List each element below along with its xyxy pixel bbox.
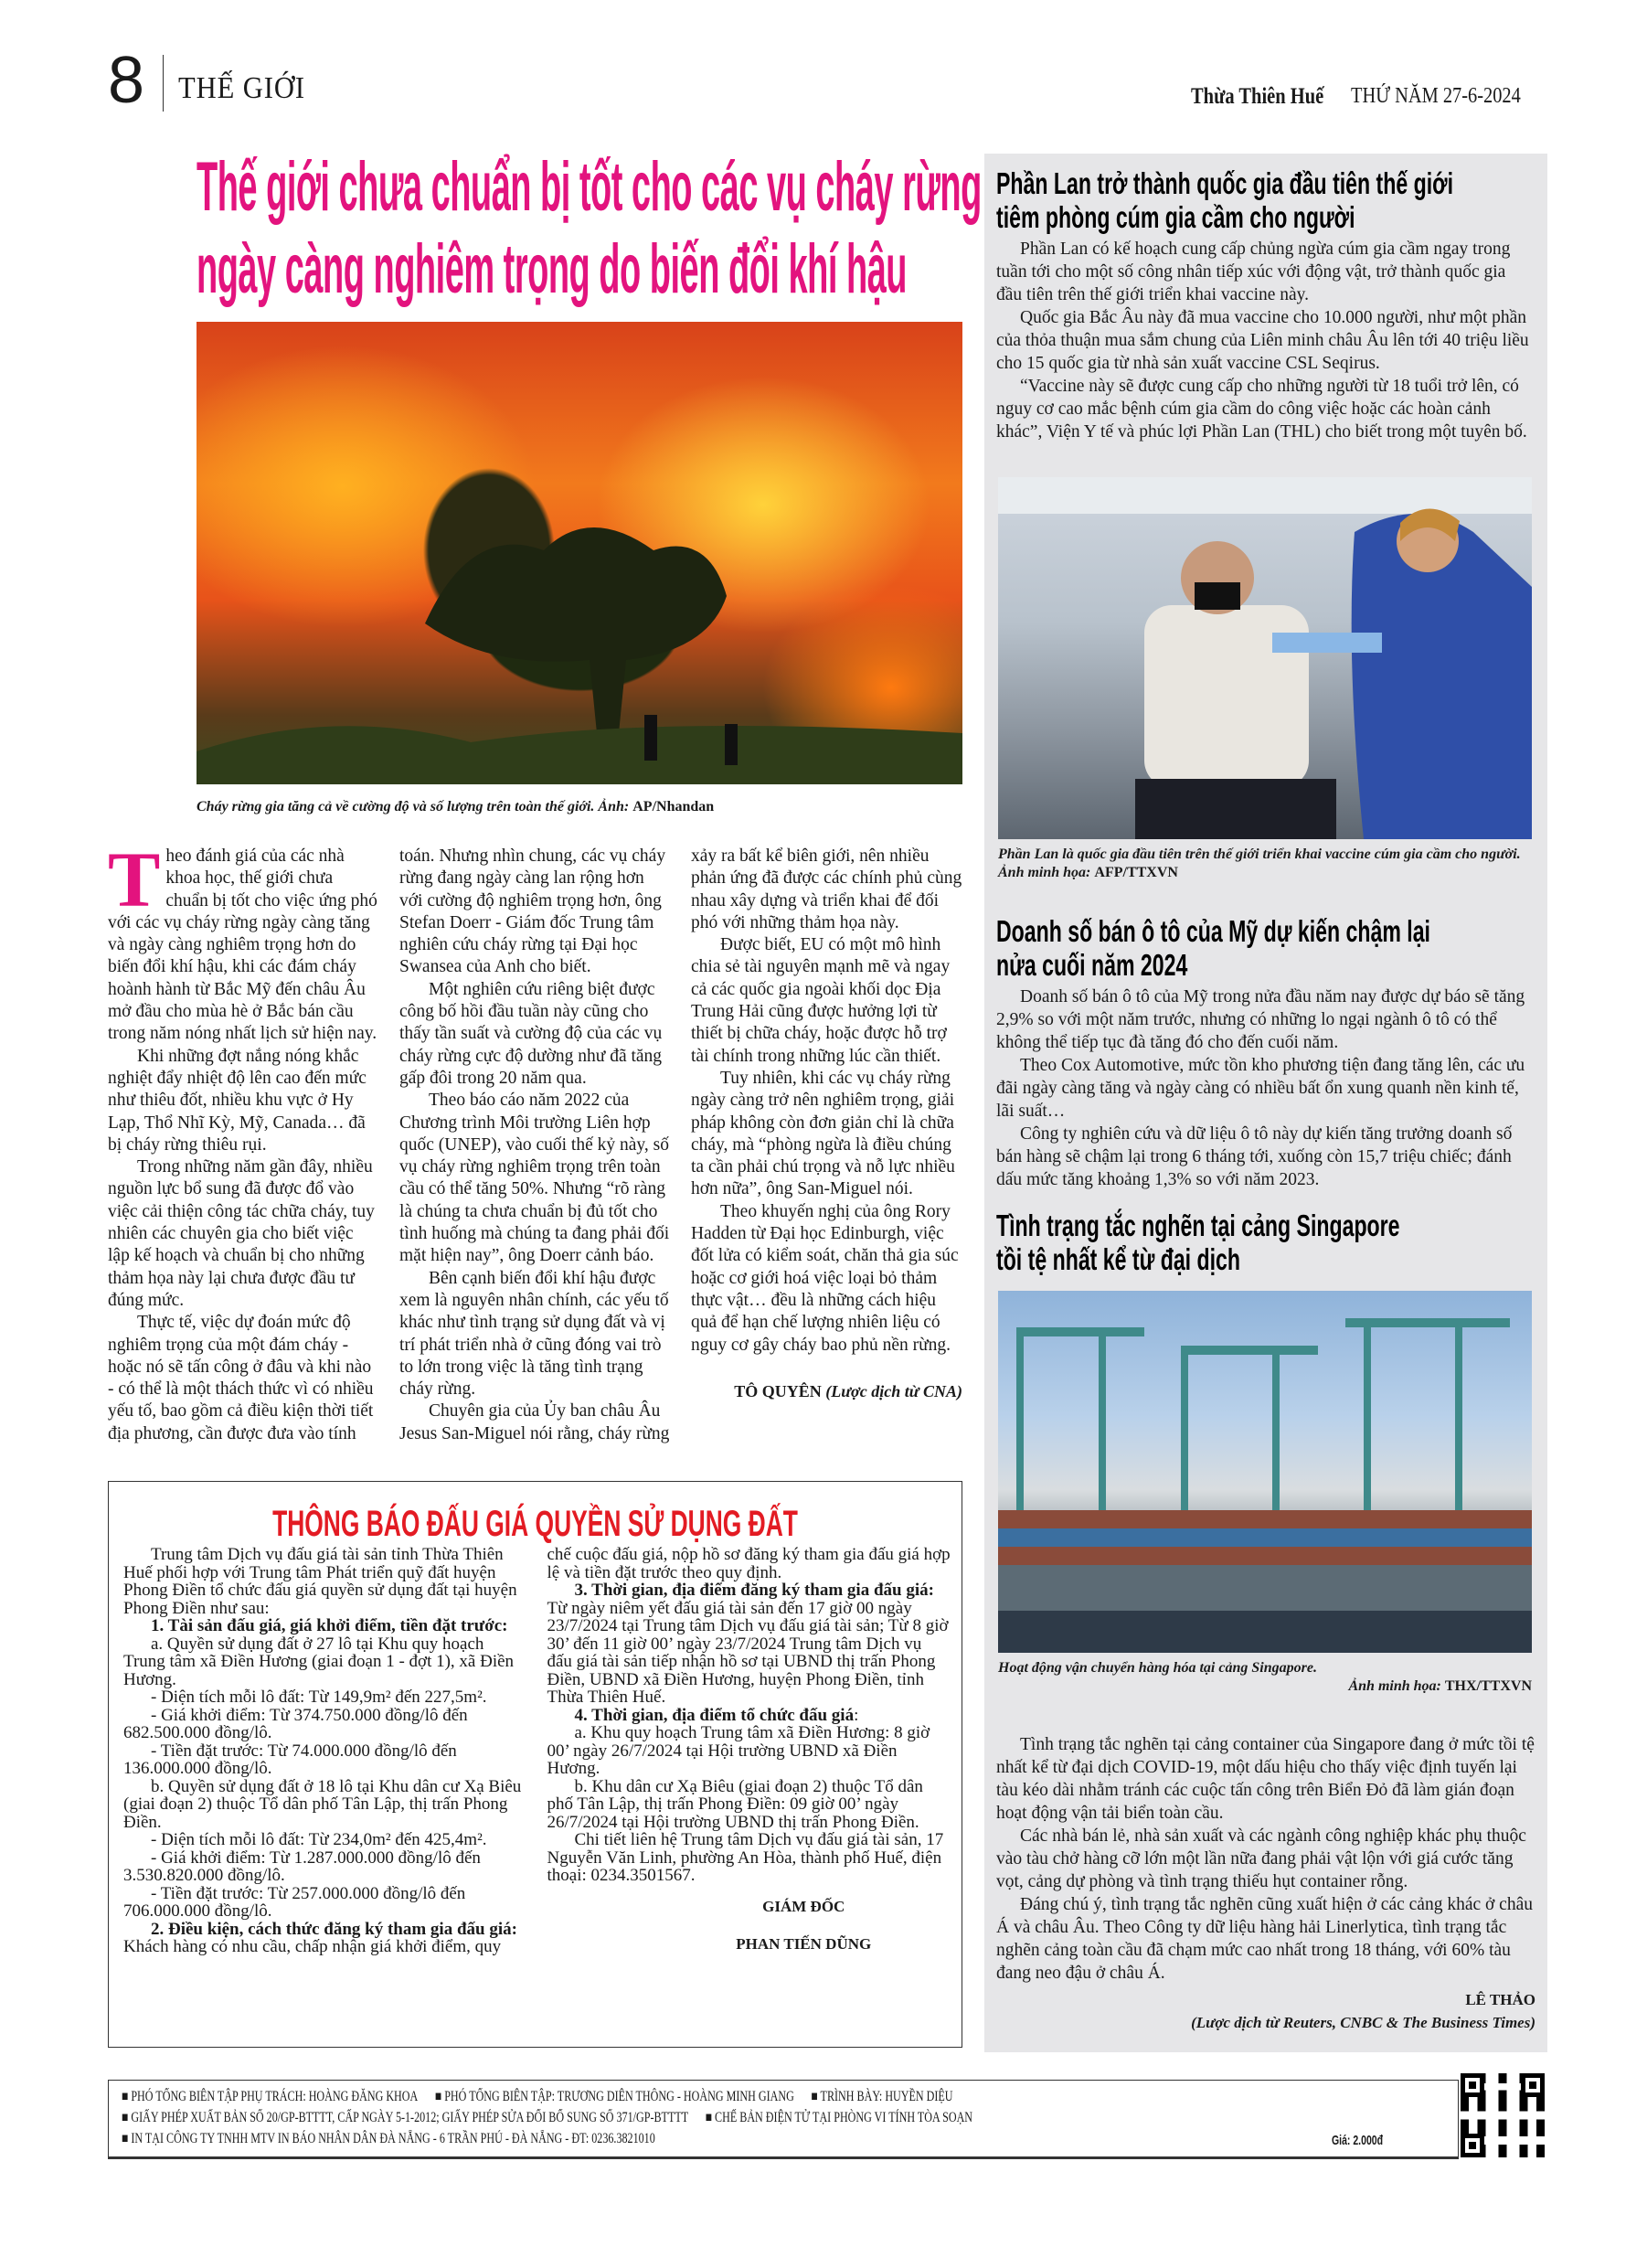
paragraph: Phần Lan có kế hoạch cung cấp chủng ngừa cúm gia cầm ngay trong tuần tới cho một số công nhân tiếp xúc với động vật, trở thành quốc gia đầu tiên trên thế giới triển khai vaccine này. xyxy=(996,240,1511,304)
masthead-footer xyxy=(108,2080,1459,2159)
notice-paragraph xyxy=(547,1581,951,1707)
bullet-icon: ■ xyxy=(122,2089,129,2104)
paragraph: Công ty nghiên cứu và dữ liệu ô tô này dự kiến tăng trưởng doanh số bán hàng sẽ chậm lại trong 6 tháng tới, xuống còn 15,7 triệu chiếc; đánh dấu mức tăng khoảng 1,3% so với năm 2023. xyxy=(996,1124,1513,1189)
notice-text: Trung tâm Dịch vụ đấu giá tài sản tỉnh Thừa Thiên Huế phối hợp với Trung tâm Phát triển quỹ đất huyện Phong Điền tổ chức đấu giá quyền sử dụng đất tại huyện Phong Điền như sau: xyxy=(123,1545,517,1618)
section-name: THẾ GIỚI xyxy=(178,71,305,105)
headline-line: tiêm phòng cúm gia cầm cho người xyxy=(996,200,1355,234)
us-car-sales-headline xyxy=(996,914,1617,982)
paragraph xyxy=(108,836,379,1046)
author: LÊ THẢO xyxy=(1465,1991,1535,2008)
bullet-icon: ■ xyxy=(122,2131,129,2146)
paragraph: Quốc gia Bắc Âu này đã mua vaccine cho 10.000 người, như một phần của thỏa thuận mua sắm chung của Liên minh châu Âu lên tới 40 triệu liều cho 15 quốc gia từ nhà sản xuất vaccine CSL Seqirus. xyxy=(996,308,1529,373)
notice-paragraph xyxy=(123,1849,527,1885)
byline xyxy=(691,1380,962,1402)
notice-paragraph xyxy=(123,1688,527,1707)
notice-text: b. Quyền sử dụng đất ở 18 lô tại Khu dân cư Xạ Biêu (giai đoạn 2) thuộc Tổ dân phố Tân Lập, thị trấn Phong Điền. xyxy=(123,1776,522,1832)
paragraph: Tuy nhiên, khi các vụ cháy rừng ngày càng trở nên nghiêm trọng, giải pháp không còn đơn giản chỉ là chữa cháy, mà “phòng ngừa là điều chúng ta cần phải chú trọng và nỗ lực nhiều hơn nữa”, ông San-Miguel nói. xyxy=(691,1068,955,1199)
port-cranes-icon xyxy=(998,1291,1532,1653)
notice-heading: 4. Thời gian, địa điểm tổ chức đấu giá xyxy=(574,1705,855,1725)
footer-line xyxy=(122,2086,1153,2107)
signer-name: PHAN TIẾN DŨNG xyxy=(736,1935,872,1953)
finland-body xyxy=(996,238,1535,443)
caption-text: Phần Lan là quốc gia đầu tiên trên thế giới triển khai vaccine cúm gia cầm cho người. Ảnh minh họa: xyxy=(998,847,1521,880)
paragraph: Tình trạng tắc nghẽn tại cảng container của Singapore đang ở mức tồi tệ nhất kể từ đại dịch COVID-19, một dấu hiệu cho thấy việc định tuyến lại tàu kéo dài nhằm tránh các cuộc tấn công trên Biển Đỏ đã làm gián đoạn hoạt động vận tải biển toàn cầu. xyxy=(996,1735,1535,1823)
vaccination-photo xyxy=(998,477,1532,839)
headline-line: Thế giới chưa chuẩn bị tốt cho các vụ cháy rừng xyxy=(197,148,982,226)
notice-text: Khách hàng có nhu cầu, chấp nhận giá khởi điểm, quy chế cuộc đấu giá, nộp hồ sơ đăng ký tham gia đấu giá hợp lệ và tiền đặt trước theo quy định. xyxy=(123,1545,951,1956)
caption-credit: AP/Nhandan xyxy=(632,799,715,815)
header-divider xyxy=(163,55,164,112)
paragraph: Theo khuyến nghị của ông Rory Hadden từ Đại học Edinburgh, việc đốt lửa có kiểm soát, chăn thả gia súc hoặc cơ giới hoá việc loại bỏ thảm thực vật… đều là những cách hiệu quả để hạn chế lượng nhiên liệu có nguy cơ gây cháy bao phủ nền rừng. xyxy=(691,1201,959,1355)
page-number: 8 xyxy=(108,44,145,117)
paragraph: Thực tế, việc dự đoán mức độ nghiêm trọng của một đám cháy - hoặc nó sẽ tấn công ở đâu và khi nào - có thể là một thách thức vì có nhiều yếu tố, bao gồm cả điều kiện thời tiết địa phương, cần được đưa vào tính toán. Nhưng nhìn chung, các vụ cháy rừng đang ngày càng lan rộng hơn với cường độ nghiêm trọng hơn, ông Stefan Doerr - Giám đốc Trung tâm nghiên cứu cháy rừng tại Đại học Swansea của Anh cho biết. xyxy=(108,847,666,1443)
notice-text: - Diện tích mỗi lô đất: Từ 149,9m² đến 227,5m². xyxy=(151,1688,487,1707)
footer-text: PHÓ TỔNG BIÊN TẬP PHỤ TRÁCH: HOÀNG ĐĂNG KHOA xyxy=(131,2089,419,2104)
headline-line: nửa cuối năm 2024 xyxy=(996,948,1188,982)
paragraph: Khi những đợt nắng nóng khắc nghiệt đẩy nhiệt độ lên cao đến mức như thiêu đốt, nhiều khu vực ở Hy Lạp, Thổ Nhĩ Kỳ, Mỹ, Canada… đã bị cháy rừng thiêu rụi. xyxy=(108,1046,367,1155)
paragraph: Các nhà bán lẻ, nhà sản xuất và các ngành công nghiệp khác phụ thuộc vào tàu chở hàng cỡ lớn một lần nữa đang phải vật lộn với giá cước tăng vọt, cảng dự phòng và tình trạng thiếu hụt container rỗng. xyxy=(996,1826,1526,1891)
footer-line xyxy=(122,2128,1153,2149)
notice-paragraph xyxy=(123,1635,527,1689)
author: TÔ QUYÊN xyxy=(734,1381,822,1400)
notice-text: - Tiền đặt trước: Từ 257.000.000 đồng/lô đến 706.000.000 đồng/lô. xyxy=(123,1883,466,1921)
drop-cap: T xyxy=(108,836,161,923)
bullet-icon: ■ xyxy=(811,2089,818,2104)
notice-paragraph xyxy=(123,1707,527,1742)
notice-paragraph xyxy=(547,1724,951,1778)
caption-credit: AFP/TTXVN xyxy=(1094,865,1178,880)
notice-paragraph xyxy=(123,1742,527,1778)
paragraph: “Vaccine này sẽ được cung cấp cho những người từ 18 tuổi trở lên, có nguy cơ cao mắc bệnh cúm gia cầm do công việc hoặc các hoàn cảnh khác”, Viện Y tế và phúc lợi Phần Lan (THL) cho biết trong một tuyên bố. xyxy=(996,377,1527,442)
auction-notice xyxy=(108,1481,962,2048)
notice-heading: 2. Điều kiện, cách thức đăng ký tham gia đấu giá: xyxy=(151,1919,517,1939)
finland-headline xyxy=(996,166,1647,234)
paragraph-text: heo đánh giá của các nhà khoa học, thế giới chưa chuẩn bị tốt cho việc ứng phó với các vụ cháy rừng ngày càng tăng và ngày càng nghiêm trọng hơn do biến đổi khí hậu, khi các đám cháy hoành hành từ Bắc Mỹ đến châu Âu mở đầu cho mùa hè ở Bắc bán cầu trong năm nóng nhất lịch sử hiện nay. xyxy=(108,847,377,1044)
footer-text: CHẾ BẢN ĐIỆN TỬ TẠI PHÒNG VI TÍNH TÒA SOẠN xyxy=(715,2110,973,2125)
notice-paragraph xyxy=(547,1778,951,1832)
notice-text: Từ ngày niêm yết đấu giá tài sản đến 17 giờ 00 ngày 23/7/2024 tại Trung tâm Dịch vụ đấu giá tài sản; Từ 8 giờ 30’ đến 11 giờ 00’ ngày 23/7/2024 Trung tâm Dịch vụ đấu giá tài sản tiếp nhận hồ sơ tại UBND thị trấn Phong Điền, UBND xã Điền Hương, huyện Phong Điền, tỉnh Thừa Thiên Huế. xyxy=(547,1598,949,1707)
headline-line: Doanh số bán ô tô của Mỹ dự kiến chậm lại xyxy=(996,914,1430,948)
notice-paragraph xyxy=(547,1831,951,1885)
singapore-headline xyxy=(996,1209,1573,1276)
footer-text: PHÓ TỔNG BIÊN TẬP: TRƯƠNG DIÊN THÔNG - HOÀNG MINH GIANG xyxy=(444,2089,794,2104)
qr-code-icon[interactable] xyxy=(1461,2073,1545,2157)
notice-text: a. Khu quy hoạch Trung tâm xã Điền Hương: 8 giờ 00’ ngày 26/7/2024 tại Hội trường UBND xã Điền Hương. xyxy=(547,1723,930,1778)
singapore-port-photo xyxy=(998,1291,1532,1653)
paragraph: Theo báo cáo năm 2022 của Chương trình Môi trường Liên hợp quốc (UNEP), vào cuối thế kỷ này, số vụ cháy rừng nghiêm trọng trên toàn cầu có thể tăng 50%. Nhưng “rõ ràng là chúng ta chưa chuẩn bị đủ tốt cho tình huống mà chúng ta đang phải đối mặt hiện nay”, ông Doerr cảnh báo. xyxy=(399,1091,670,1266)
notice-paragraph xyxy=(123,1885,527,1921)
bullet-icon: ■ xyxy=(122,2110,129,2125)
headline-line: Tình trạng tắc nghẽn tại cảng Singapore xyxy=(996,1209,1400,1242)
caption-credit: THX/TTXVN xyxy=(1444,1678,1532,1694)
port-photo-caption xyxy=(998,1659,1532,1696)
paragraph: Đáng chú ý, tình trạng tắc nghẽn cũng xuất hiện ở các cảng khác ở châu Á và châu Âu. Theo Công ty dữ liệu hàng hải Linerlytica, tình trạng tắc nghẽn cảng toàn cầu đã chạm mức cao nhất trong 18 tháng, với 60% tàu đang neo đậu ở châu Á. xyxy=(996,1895,1533,1983)
paragraph: Một nghiên cứu riêng biệt được công bố hồi đầu tuần này cũng cho thấy tần suất và cường độ của các vụ cháy rừng cực độ dường như đã tăng gấp đôi trong 20 năm qua. xyxy=(399,979,663,1088)
notice-paragraph xyxy=(547,1707,951,1725)
notice-paragraph xyxy=(123,1546,527,1617)
vaccination-photo-caption xyxy=(998,846,1528,882)
headline-line: ngày càng nghiêm trọng do biến đổi khí hậu xyxy=(197,230,908,308)
notice-heading: 1. Tài sản đấu giá, giá khởi điểm, tiền đặt trước: xyxy=(151,1616,508,1635)
main-headline xyxy=(197,146,982,311)
paragraph: Trong những năm gần đây, nhiều nguồn lực bổ sung đã được đổ vào việc cải thiện công tác chữa cháy, tuy nhiên các chuyên gia cho biết việc lập kế hoạch và chuẩn bị cho những thảm họa này lại chưa được đầu tư đúng mức. xyxy=(108,1157,375,1310)
paragraph: Doanh số bán ô tô của Mỹ trong nửa đầu năm nay được dự báo sẽ tăng 2,9% so với một năm trước, nhưng có những lo ngại ngành ô tô có thể không thể tiếp tục đà tăng đó cho đến cuối năm. xyxy=(996,987,1525,1052)
notice-body xyxy=(123,1546,951,2039)
notice-text: b. Khu dân cư Xạ Biêu (giai đoạn 2) thuộc Tổ dân phố Tân Lập, thị trấn Phong Điền: 09 giờ 00’ ngày 26/7/2024 tại Hội trường UBND thị trấn Phong Điền. xyxy=(547,1776,923,1832)
caption-text: Cháy rừng gia tăng cả về cường độ và số lượng trên toàn thế giới. Ảnh: xyxy=(197,799,630,815)
newspaper-name: Thừa Thiên Huế xyxy=(1191,84,1324,109)
bullet-icon: ■ xyxy=(705,2110,713,2125)
signer-title: GIÁM ĐỐC xyxy=(762,1897,845,1915)
notice-text: - Diện tích mỗi lô đất: Từ 234,0m² đến 425,4m². xyxy=(151,1830,487,1849)
notice-heading: 3. Thời gian, địa điểm đăng ký tham gia đấu giá: xyxy=(574,1581,934,1600)
notice-text: a. Quyền sử dụng đất ở 27 lô tại Khu quy hoạch Trung tâm xã Điền Hương (giai đoạn 1 - đợt 1), xã Điền Hương. xyxy=(123,1634,515,1689)
notice-text: Chi tiết liên hệ Trung tâm Dịch vụ đấu giá tài sản, 17 Nguyễn Văn Linh, phường An Hòa, thành phố Huế, điện thoại: 0234.3501567. xyxy=(547,1830,944,1885)
source: (Lược dịch từ Reuters, CNBC & The Business Times) xyxy=(1191,2014,1535,2031)
paragraph: Theo Cox Automotive, mức tồn kho phương tiện đang tăng lên, các ưu đãi ngày càng tăng và ngày càng có nhiều bất ổn xung quanh nền kinh tế, lãi suất… xyxy=(996,1056,1525,1121)
notice-text: - Tiền đặt trước: Từ 74.000.000 đồng/lô đến 136.000.000 đồng/lô. xyxy=(123,1741,457,1778)
notice-paragraph xyxy=(123,1831,527,1849)
notice-paragraph xyxy=(123,1778,527,1832)
caption-text: Hoạt động vận chuyển hàng hóa tại cảng Singapore. xyxy=(998,1660,1317,1676)
notice-text: : xyxy=(854,1705,859,1725)
caption-credit-label: Ảnh minh họa: xyxy=(1348,1678,1441,1694)
notice-title-text: THÔNG BÁO ĐẤU GIÁ QUYỀN SỬ DỤNG ĐẤT xyxy=(272,1504,798,1544)
wildfire-photo-caption xyxy=(197,799,714,815)
paragraph: Được biết, EU có một mô hình chia sẻ tài nguyên mạnh mẽ và ngay cả các quốc gia ngoài khối dọc Địa Trung Hải cũng được hưởng lợi từ thiết bị chữa cháy, hoặc được hỗ trợ tài chính trong những lúc cần thiết. xyxy=(691,935,951,1066)
headline-line: tồi tệ nhất kể từ đại dịch xyxy=(996,1242,1241,1276)
footer-text: GIẤY PHÉP XUẤT BẢN SỐ 20/GP-BTTTT, CẤP NGÀY 5-1-2012; GIẤY PHÉP SỬA ĐỔI BỔ SUNG SỐ 371/GP-BTTTT xyxy=(131,2110,689,2125)
tree-silhouette-icon xyxy=(197,322,962,784)
main-article-body xyxy=(108,836,962,1458)
footer-line xyxy=(122,2107,1153,2128)
paragraph: Chuyên gia của Ủy ban châu Âu Jesus San-Miguel nói rằng, cháy rừng xảy ra bất kể biên giới, nên nhiều phản ứng đã được các chính phủ cùng nhau xây dựng và triển khai để đối phó với những thảm họa này. xyxy=(399,847,962,1443)
notice-paragraph xyxy=(123,1617,527,1635)
wildfire-photo xyxy=(197,322,962,784)
issue-date: THỨ NĂM 27-6-2024 xyxy=(1351,84,1521,108)
price: Giá: 2.000đ xyxy=(1331,2133,1383,2148)
footer-text: IN TẠI CÔNG TY TNHH MTV IN BÁO NHÂN DÂN ĐÀ NẴNG - 6 TRẦN PHÚ - ĐÀ NẴNG - ĐT: 0236.3821010 xyxy=(131,2131,655,2146)
headline-line: Phần Lan trở thành quốc gia đầu tiên thế giới xyxy=(996,166,1453,200)
notice-title xyxy=(109,1504,962,1545)
vaccination-scene-icon xyxy=(998,477,1532,839)
notice-text: - Giá khởi điểm: Từ 374.750.000 đồng/lô đến 682.500.000 đồng/lô. xyxy=(123,1705,468,1742)
source: (Lược dịch từ CNA) xyxy=(825,1381,962,1400)
paragraph: Bên cạnh biến đổi khí hậu được xem là nguyên nhân chính, các yếu tố khác như tình trạng sử dụng đất và vị trí phát triển nhà ở cũng đóng vai trò to lớn trong việc là tăng tình trạng cháy rừng. xyxy=(399,1268,669,1400)
bullet-icon: ■ xyxy=(434,2089,442,2104)
us-car-sales-body xyxy=(996,985,1535,1191)
notice-text: - Giá khởi điểm: Từ 1.287.000.000 đồng/lô đến 3.530.820.000 đồng/lô. xyxy=(123,1847,481,1885)
singapore-body xyxy=(996,1733,1535,2034)
footer-text: TRÌNH BÀY: HUYỀN DIỆU xyxy=(820,2089,953,2104)
